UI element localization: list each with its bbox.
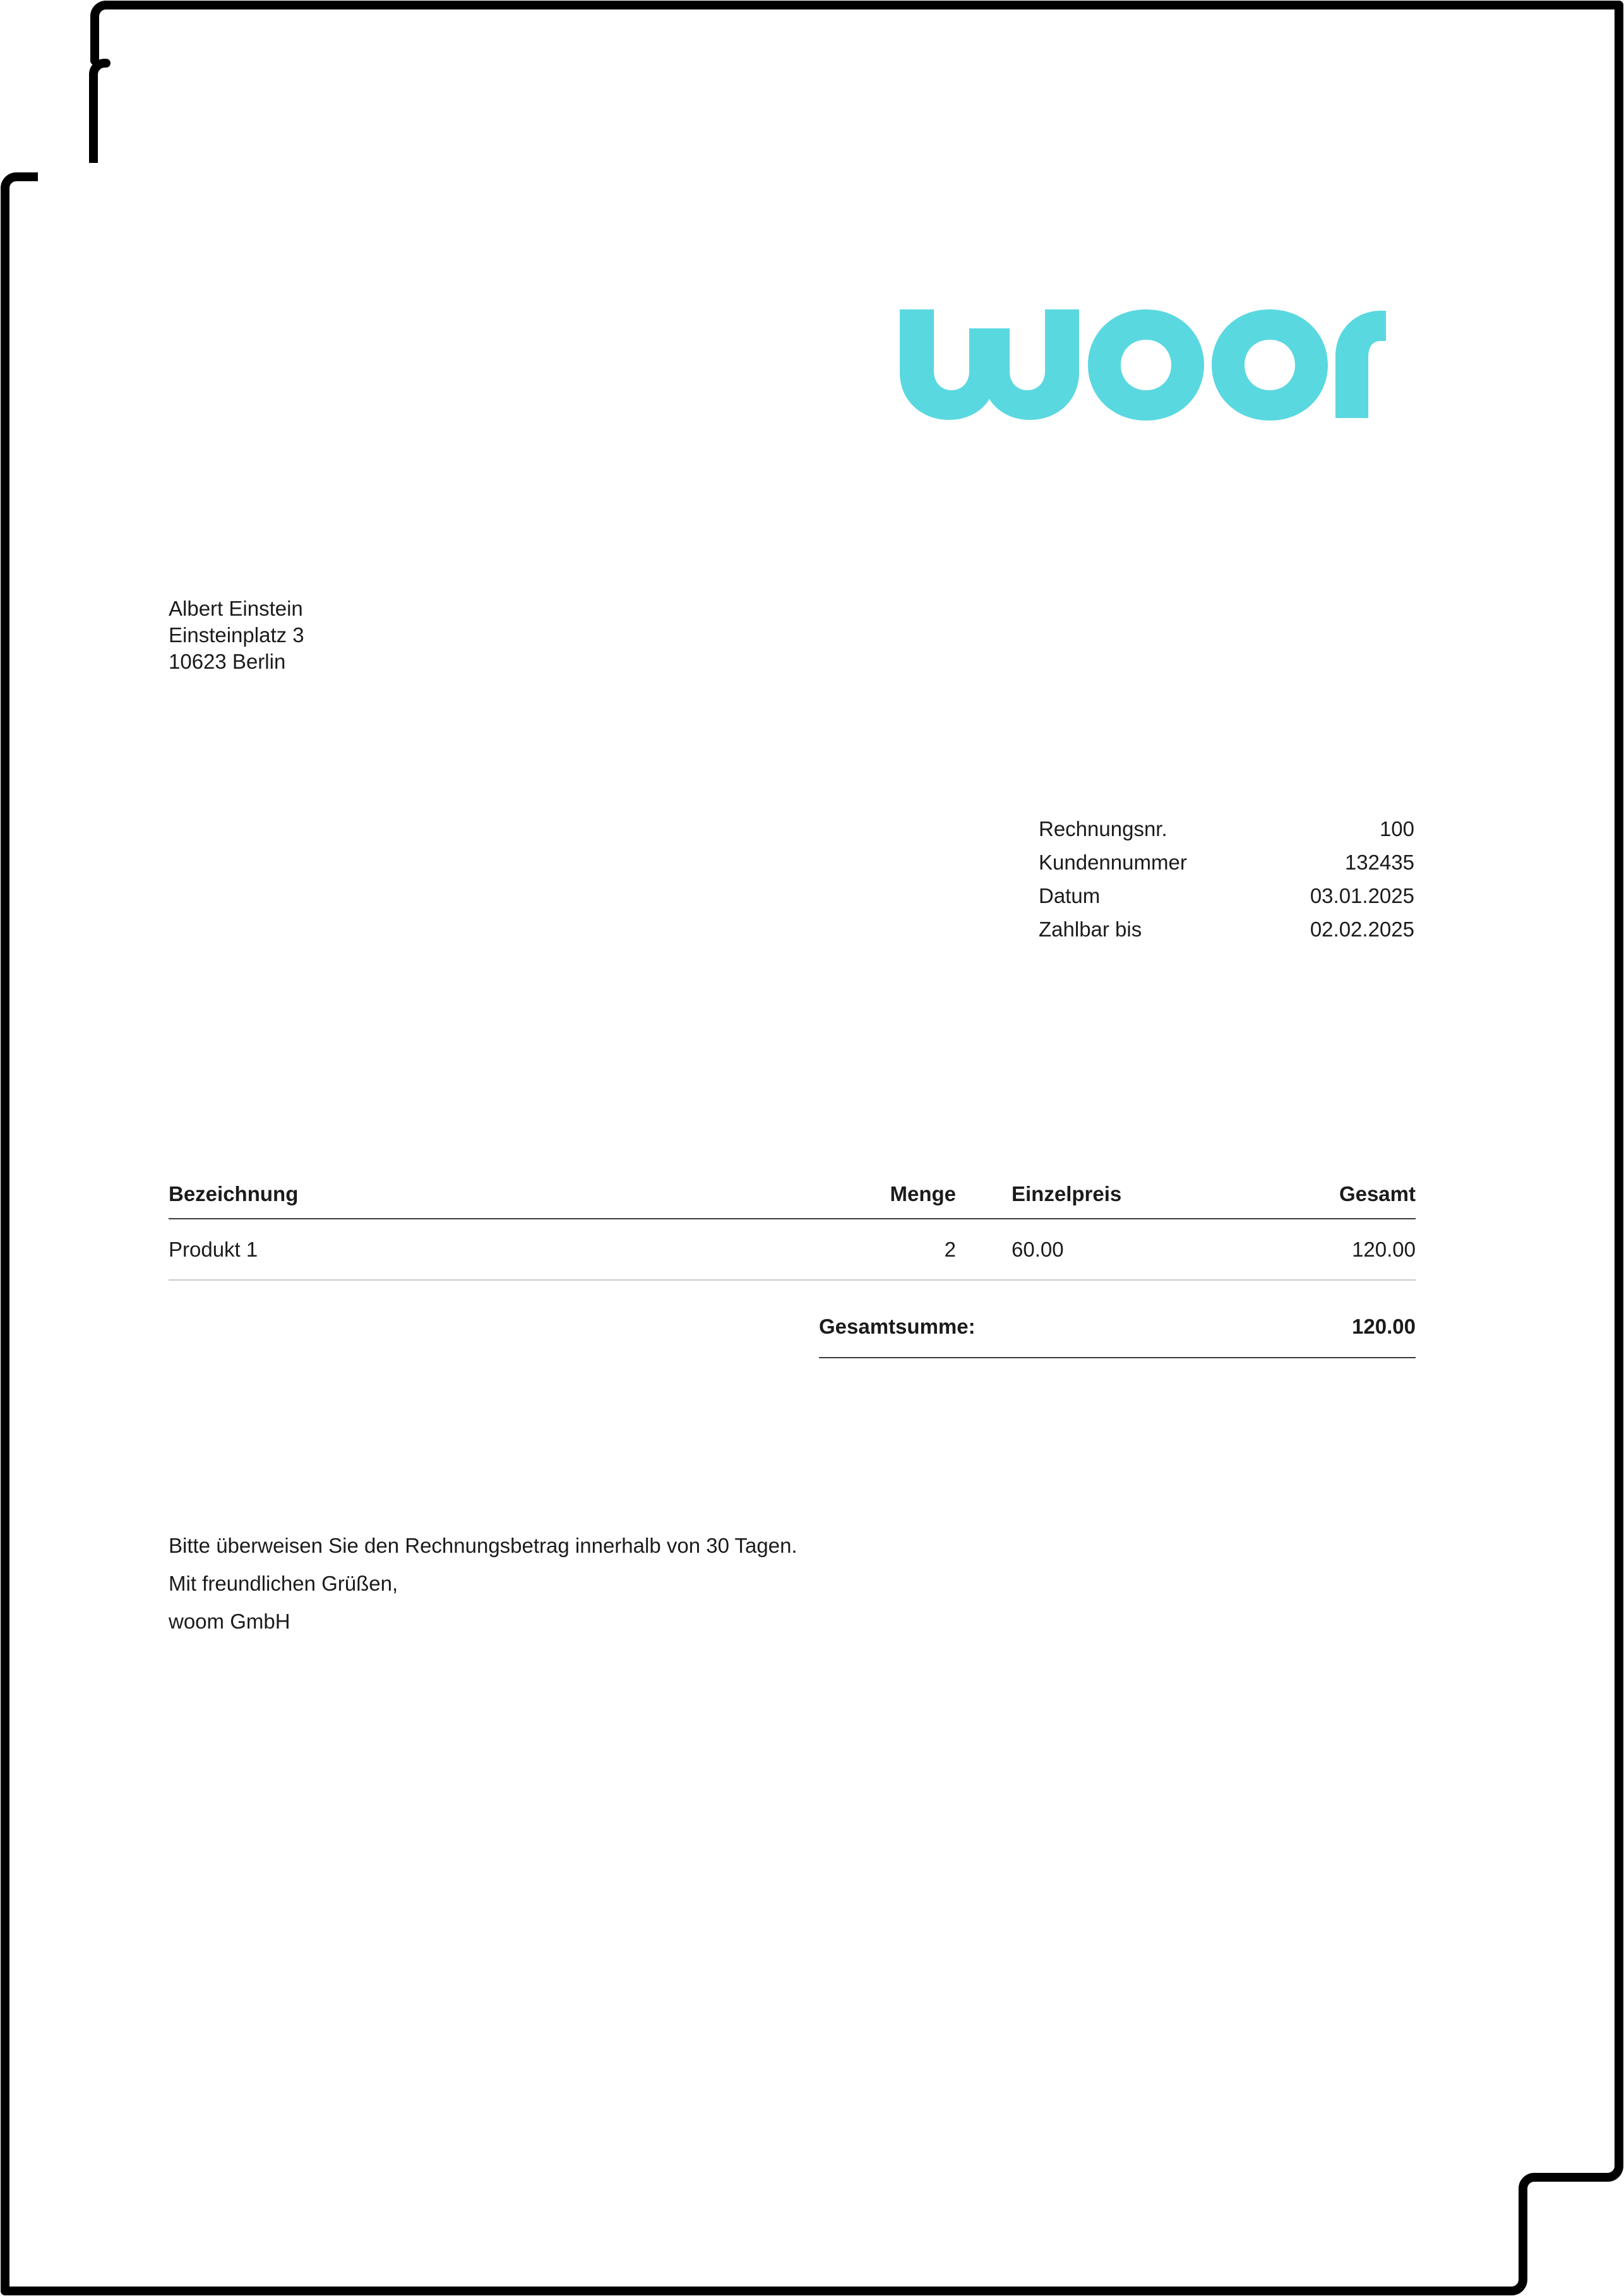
meta-row-date xyxy=(1039,879,1414,912)
meta-label: Zahlbar bis xyxy=(1039,918,1142,941)
grand-total-label: Gesamtsumme: xyxy=(819,1315,976,1338)
meta-value: 132435 xyxy=(1344,851,1414,874)
column-header-quantity: Menge xyxy=(890,1182,956,1205)
meta-value: 02.02.2025 xyxy=(1310,918,1414,941)
footer-line-regards: Mit freundlichen Grüßen, xyxy=(169,1572,398,1595)
cell-description: Produkt 1 xyxy=(169,1237,258,1261)
column-header-unit-price: Einzelpreis xyxy=(1012,1182,1122,1205)
grand-total xyxy=(819,1296,1416,1358)
recipient-city: 10623 Berlin xyxy=(169,650,286,673)
meta-row-due-date xyxy=(1039,912,1414,946)
cell-unit-price: 60.00 xyxy=(1012,1237,1064,1261)
column-header-total: Gesamt xyxy=(1339,1182,1416,1205)
meta-row-customer-number xyxy=(1039,846,1414,879)
footer-note xyxy=(169,1527,797,1641)
invoice-sheet xyxy=(38,163,1498,2253)
recipient-name: Albert Einstein xyxy=(169,597,303,620)
meta-row-invoice-number xyxy=(1039,812,1414,846)
recipient-street: Einsteinplatz 3 xyxy=(169,623,304,647)
grand-total-value: 120.00 xyxy=(1352,1315,1416,1338)
invoice-meta xyxy=(1039,812,1414,946)
meta-label: Datum xyxy=(1039,884,1101,907)
cell-quantity: 2 xyxy=(944,1237,956,1261)
woom-logo-icon xyxy=(893,303,1386,429)
recipient-address xyxy=(169,595,304,675)
line-items-table xyxy=(169,1170,1416,1281)
meta-value: 03.01.2025 xyxy=(1310,884,1414,907)
cell-total: 120.00 xyxy=(1352,1237,1416,1261)
meta-label: Rechnungsnr. xyxy=(1039,817,1167,840)
meta-label: Kundennummer xyxy=(1039,851,1187,874)
column-header-description: Bezeichnung xyxy=(169,1182,299,1205)
table-row xyxy=(169,1219,1416,1281)
meta-value: 100 xyxy=(1379,817,1414,840)
table-header-row xyxy=(169,1170,1416,1219)
footer-line-company: woom GmbH xyxy=(169,1610,290,1633)
footer-line-payment-terms: Bitte überweisen Sie den Rechnungsbetrag innerhalb von 30 Tagen. xyxy=(169,1534,797,1557)
